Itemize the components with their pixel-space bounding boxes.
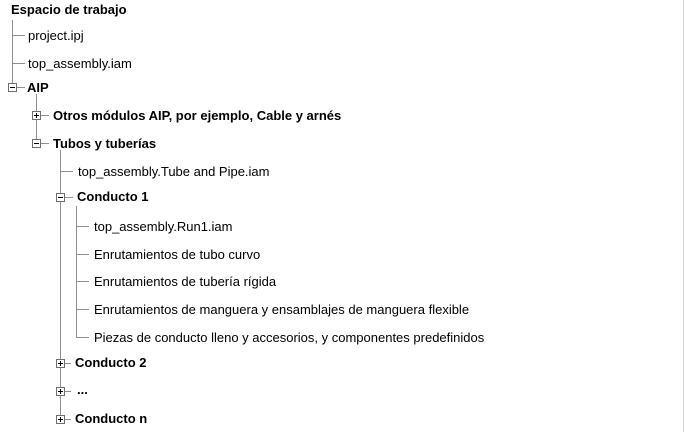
tree-line: [65, 363, 71, 364]
tree-line: [76, 226, 89, 227]
tree-node-project-file[interactable]: project.ipj: [28, 28, 84, 43]
tree-line: [76, 281, 89, 282]
tree-line: [60, 171, 73, 172]
tree-node-otros-modulos[interactable]: Otros módulos AIP, por ejemplo, Cable y arnés: [53, 108, 342, 123]
tree-node-conducto-n[interactable]: Conducto n: [75, 411, 148, 426]
tree-node-ellipsis[interactable]: ...: [77, 382, 88, 397]
tree-line: [65, 391, 71, 392]
tree-line: [76, 309, 89, 310]
tree-node-aip[interactable]: AIP: [27, 80, 49, 95]
tree-line: [65, 419, 71, 420]
tree-line: [17, 87, 25, 88]
tree-line: [76, 254, 89, 255]
expand-icon[interactable]: [32, 111, 41, 120]
collapse-icon[interactable]: [8, 83, 17, 92]
tree-line: [12, 63, 25, 64]
tree-node-tubos-y-tuberias[interactable]: Tubos y tuberías: [53, 136, 157, 151]
tree-line: [12, 35, 25, 36]
tree-line: [12, 20, 13, 87]
expand-icon[interactable]: [56, 359, 65, 368]
tree-node-conducto-2[interactable]: Conducto 2: [75, 355, 147, 370]
collapse-icon[interactable]: [56, 193, 65, 202]
collapse-icon[interactable]: [32, 139, 41, 148]
tree-line: [41, 115, 49, 116]
tree-node-top-assembly[interactable]: top_assembly.iam: [28, 56, 132, 71]
expand-icon[interactable]: [56, 387, 65, 396]
tree-line: [76, 337, 89, 338]
tree-node-tubo-curvo[interactable]: Enrutamientos de tubo curvo: [94, 247, 261, 262]
tree-node-tuberia-rigida[interactable]: Enrutamientos de tubería rígida: [94, 274, 277, 289]
tree-node-conducto-1[interactable]: Conducto 1: [77, 189, 149, 204]
tree-node-run-file[interactable]: top_assembly.Run1.iam: [94, 219, 233, 234]
tree-node-workspace[interactable]: Espacio de trabajo: [11, 2, 127, 17]
expand-icon[interactable]: [56, 415, 65, 424]
tree-node-manguera[interactable]: Enrutamientos de manguera y ensamblajes de manguera flexible: [94, 302, 470, 317]
tree-node-tube-and-pipe-file[interactable]: top_assembly.Tube and Pipe.iam: [78, 164, 270, 179]
tree-line: [60, 150, 61, 420]
tree-node-piezas[interactable]: Piezas de conducto lleno y accesorios, y componentes predefinidos: [94, 330, 485, 345]
tree-line: [41, 143, 49, 144]
tree-line: [65, 197, 73, 198]
